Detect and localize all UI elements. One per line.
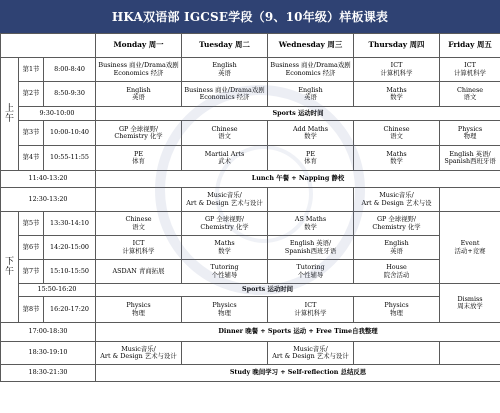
cell-thu-p5: GP 全球视野/ Chemistry 化学 [354, 212, 440, 236]
day-thursday: Thursday 周四 [354, 34, 440, 58]
cell-fri-p2: Chinese 语文 [440, 82, 500, 107]
row-sports-morning [1, 107, 500, 121]
row-period-6 [1, 236, 500, 260]
sports-time: 15:50-16:20 [19, 284, 96, 297]
dinner-activity: Dinner 晚餐 + Sports 运动 + Free Time自我整理 [96, 323, 500, 342]
period-time: 10:55-11:55 [44, 146, 96, 171]
cell-thu-noon: Music音乐/ Art & Design 艺术与设 [354, 188, 440, 212]
cell-fri-event: Event 活动+竞赛 [440, 212, 500, 284]
cell-fri-p3: Physics 物理 [440, 121, 500, 146]
cell-mon-p5: Chinese 语文 [96, 212, 182, 236]
cell-thu-p3: Chinese 语文 [354, 121, 440, 146]
cell-wed-noon [268, 188, 354, 212]
cell-wed-p6: English 英语/ Spanish西班牙语 [268, 236, 354, 260]
cell-mon-p3: GP 全球视野/ Chemistry 化学 [96, 121, 182, 146]
cell-tue-p8: Physics 物理 [182, 297, 268, 323]
cell-thu-p8: Physics 物理 [354, 297, 440, 323]
row-period-7 [1, 260, 500, 284]
row-lunch [1, 171, 500, 188]
day-friday: Friday 周五 [440, 34, 500, 58]
cell-tue-p4: Martial Arts 武术 [182, 146, 268, 171]
cell-mon-p6: ICT 计算机科学 [96, 236, 182, 260]
period-label: 第3节 [19, 121, 44, 146]
period-time: 14:20-15:00 [44, 236, 96, 260]
period-label: 第8节 [19, 297, 44, 323]
cell-wed-p4: PE 体育 [268, 146, 354, 171]
period-time: 8:50-9:30 [44, 82, 96, 107]
cell-mon-noon [96, 188, 182, 212]
row-study [1, 365, 500, 382]
row-period-3 [1, 121, 500, 146]
timetable [0, 33, 500, 382]
cell-tue-p1: English 英语 [182, 58, 268, 82]
cell-thu-p1: ICT 计算机科学 [354, 58, 440, 82]
day-wednesday: Wednesday 周三 [268, 34, 354, 58]
period-time: 8:00-8:40 [44, 58, 96, 82]
sports-activity: Sports 运动时间 [96, 284, 440, 297]
cell-mon-p1: Business 商业/Drama戏剧 Economics 经济 [96, 58, 182, 82]
row-period-5 [1, 212, 500, 236]
period-time: 10:00-10:40 [44, 121, 96, 146]
cell-fri-noon [440, 188, 500, 212]
cell-fri-p1: ICT 计算机科学 [440, 58, 500, 82]
row-period-1 [1, 58, 500, 82]
cell-mon-p2: English 英语 [96, 82, 182, 107]
cell-mon-evening: Music音乐/ Art & Design 艺术与设计 [96, 342, 182, 365]
cell-wed-p3: Add Maths 数学 [268, 121, 354, 146]
period-label: 第4节 [19, 146, 44, 171]
cell-tue-p7: Tutoring 个性辅导 [182, 260, 268, 284]
cell-thu-p6: English 英语 [354, 236, 440, 260]
cell-wed-p2: English 英语 [268, 82, 354, 107]
period-label: 第2节 [19, 82, 44, 107]
period-time: 16:20-17:20 [44, 297, 96, 323]
period-label: 第6节 [19, 236, 44, 260]
cell-tue-p3: Chinese 语文 [182, 121, 268, 146]
day-monday: Monday 周一 [96, 34, 182, 58]
study-activity: Study 晚间学习 + Self-reflection 总结反思 [96, 365, 500, 382]
cell-mon-p4: PE 体育 [96, 146, 182, 171]
row-period-2 [1, 82, 500, 107]
period-label: 第5节 [19, 212, 44, 236]
cell-thu-p4: Maths 数学 [354, 146, 440, 171]
afternoon-label: 下 午 [1, 212, 19, 323]
cell-fri-evening [440, 342, 500, 365]
study-time: 18:30-21:30 [1, 365, 96, 382]
cell-wed-p1: Business 商业/Drama戏剧 Economics 经济 [268, 58, 354, 82]
cell-tue-evening [182, 342, 268, 365]
header-blank [1, 34, 96, 58]
cell-mon-p8: Physics 物理 [96, 297, 182, 323]
cell-wed-p7: Tutoring 个性辅导 [268, 260, 354, 284]
noon-time: 12:30-13:20 [1, 188, 96, 212]
page-title: HKA双语部 IGCSE学段（9、10年级）样板课表 [0, 0, 500, 33]
row-evening-arts [1, 342, 500, 365]
day-tuesday: Tuesday 周二 [182, 34, 268, 58]
morning-label: 上 午 [1, 58, 19, 171]
cell-wed-p5: AS Maths 数学 [268, 212, 354, 236]
cell-tue-p6: Maths 数学 [182, 236, 268, 260]
period-label: 第1节 [19, 58, 44, 82]
row-noon-arts [1, 188, 500, 212]
cell-tue-p5: GP 全球视野/ Chemistry 化学 [182, 212, 268, 236]
period-label: 第7节 [19, 260, 44, 284]
row-dinner [1, 323, 500, 342]
cell-tue-noon: Music音乐/ Art & Design 艺术与设计 [182, 188, 268, 212]
lunch-time: 11:40-13:20 [1, 171, 96, 188]
dinner-time: 17:00-18:30 [1, 323, 96, 342]
cell-wed-p8: ICT 计算机科学 [268, 297, 354, 323]
lunch-activity: Lunch 午餐 + Napping 静校 [96, 171, 500, 188]
row-period-4 [1, 146, 500, 171]
cell-wed-evening: Music音乐/ Art & Design 艺术与设计 [268, 342, 354, 365]
row-period-8 [1, 297, 500, 323]
period-time: 13:30-14:10 [44, 212, 96, 236]
cell-thu-p2: Maths 数学 [354, 82, 440, 107]
cell-thu-evening [354, 342, 440, 365]
sports-time: 9:30-10:00 [19, 107, 96, 121]
cell-thu-p7: House 院舍活动 [354, 260, 440, 284]
cell-fri-dismiss: Dismiss 周末放学 [440, 284, 500, 323]
header-row [1, 34, 500, 58]
cell-tue-p2: Business 商业/Drama戏剧 Economics 经济 [182, 82, 268, 107]
cell-fri-p4: English 英语/ Spanish西班牙语 [440, 146, 500, 171]
evening-arts-time: 18:30-19:10 [1, 342, 96, 365]
sports-activity: Sports 运动时间 [96, 107, 500, 121]
period-time: 15:10-15:50 [44, 260, 96, 284]
row-sports-afternoon [1, 284, 500, 297]
cell-mon-p7: ASDAN 青商拓展 [96, 260, 182, 284]
